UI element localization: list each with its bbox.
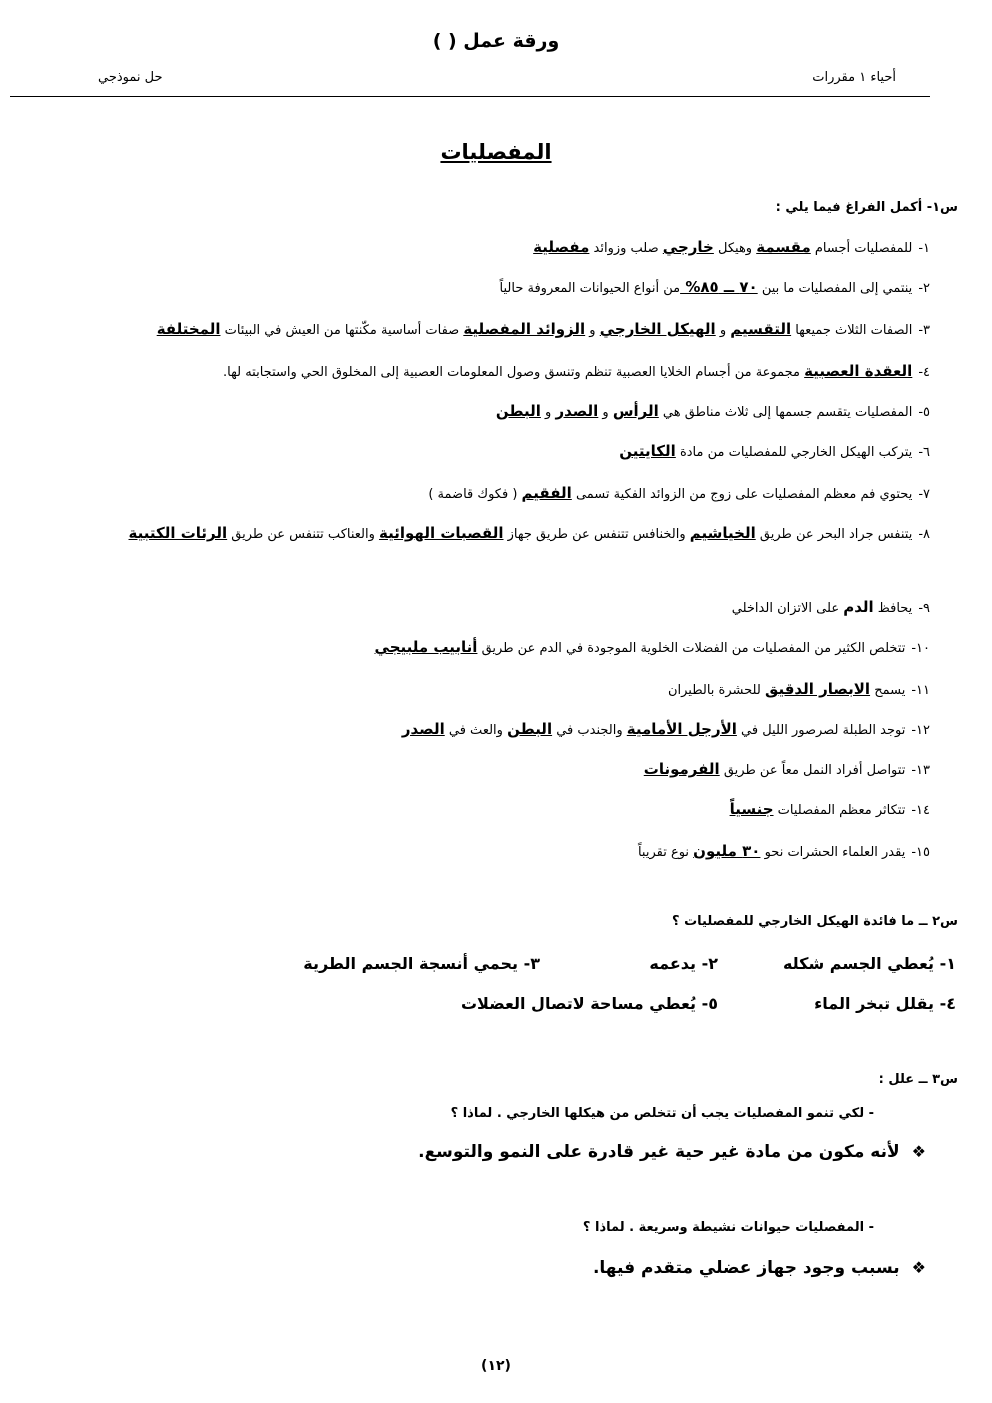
item-text: وهيكل	[713, 241, 757, 256]
answer-text: البطن	[495, 402, 541, 420]
item-text: ينتمي إلى المفصليات ما بين	[757, 281, 913, 296]
item-text: الصفات الثلاث جميعها	[791, 323, 913, 338]
item-number: ٨-	[918, 527, 930, 542]
item-text: من أنواع الحيوانات المعروفة حالياً	[499, 281, 681, 296]
benefit-2: ٢- يدعمه	[649, 954, 718, 973]
answer-text: ٧٠ ــ ٨٥%	[680, 278, 758, 296]
q3-question-2: - المفصليات حيوانات نشيطة وسريعة . لماذا ؟	[582, 1220, 874, 1235]
item-text: و	[540, 405, 556, 420]
answer-text: الزوائد المفصلية	[463, 320, 586, 338]
answer-text: جنسياً	[729, 800, 774, 818]
item-text: والخنافس تتنفس عن طريق جهاز	[503, 527, 690, 542]
item-number: ١-	[918, 241, 930, 256]
answer-text: الخياشيم	[689, 524, 756, 542]
item-number: ١٢-	[911, 723, 930, 738]
item-number: ٥-	[918, 405, 930, 420]
item-text: يحتوي فم معظم المفصليات على زوج من الزوائد الفكية تسمى	[571, 487, 913, 502]
answer-text: الفرمونات	[643, 760, 720, 778]
item-text: ( فكوك قاضمة )	[428, 487, 522, 502]
item-text: يسمح	[870, 683, 906, 698]
q1-heading: س١- أكمل الفراغ فيما يلي :	[775, 200, 958, 215]
answer-text: المختلفة	[156, 320, 221, 338]
item-text: للحشرة بالطيران	[667, 683, 765, 698]
item-number: ١٥-	[911, 845, 930, 860]
q1-item	[732, 594, 930, 622]
item-text: يتنفس جراد البحر عن طريق	[755, 527, 913, 542]
answer-text: الفقيم	[521, 484, 572, 502]
q3-heading: س٣ ــ علل :	[878, 1072, 958, 1087]
item-text: مجموعة من أجسام الخلايا العصبية تنظم وتنسق وصول المعلومات العصبية إلى المخلوق الحي واستجابته لها.	[223, 365, 805, 380]
item-text: صفات أساسية مكّنتها من العيش في البيئات	[220, 323, 464, 338]
item-text: يقدر العلماء الحشرات نحو	[760, 845, 906, 860]
item-text: والعث في	[444, 723, 508, 738]
model-answer-label: حل نموذجي	[98, 70, 163, 85]
item-number: ٣-	[918, 323, 930, 338]
q1-item	[56, 520, 930, 548]
bullet-icon: ❖	[911, 1258, 926, 1277]
answer-text: مقسمة	[756, 238, 811, 256]
q3-question-1: - لكي تنمو المفصليات يجب أن تتخلص من هيكلها الخارجي . لماذا ؟	[450, 1106, 874, 1121]
item-text: تتخلص الكثير من المفصليات من الفضلات الخلوية الموجودة في الدم عن طريق	[477, 641, 906, 656]
benefit-1: ١- يُعطي الجسم شكله	[782, 954, 956, 973]
item-number: ٧-	[918, 487, 930, 502]
item-text: صلب وزوائد	[589, 241, 663, 256]
item-number: ١٤-	[911, 803, 930, 818]
answer-text: أنابيب ملبيجي	[374, 638, 478, 656]
item-number: ١١-	[911, 683, 930, 698]
item-text: يتركب الهيكل الخارجي للمفصليات من مادة	[675, 445, 913, 460]
q1-item	[644, 756, 930, 784]
item-number: ٤-	[918, 365, 930, 380]
item-text: نوع تقريباً	[637, 845, 694, 860]
q2-heading: س٢ ــ ما فائدة الهيكل الخارجي للمفصليات ؟	[672, 914, 958, 929]
answer-text: الابصار الدقيق	[764, 680, 871, 698]
answer-text: الكايتين	[619, 442, 676, 460]
q1-item	[730, 796, 930, 824]
item-text: يحافظ	[873, 601, 913, 616]
q1-item	[157, 316, 930, 344]
bullet-icon: ❖	[911, 1142, 926, 1161]
q1-item	[402, 716, 930, 744]
q1-item	[533, 234, 930, 262]
item-number: ٦-	[918, 445, 930, 460]
q3-answer-1	[418, 1142, 926, 1162]
item-text: على الاتزان الداخلي	[731, 601, 844, 616]
item-text: تتواصل أفراد النمل معاً عن طريق	[719, 763, 906, 778]
answer-text: الرأس	[612, 402, 659, 420]
item-text: والعناكب تتنفس عن طريق	[227, 527, 380, 542]
item-text: توجد الطبلة لصرصور الليل في	[736, 723, 906, 738]
item-text: والجندب في	[552, 723, 627, 738]
item-number: ١٠-	[911, 641, 930, 656]
benefit-4: ٤- يقلل تبخر الماء	[814, 994, 956, 1013]
item-text: و	[715, 323, 731, 338]
item-text: المفصليات يتقسم جسمها إلى ثلاث مناطق هي	[658, 405, 913, 420]
benefit-3: ٣- يحمي أنسجة الجسم الطرية	[303, 954, 540, 973]
q1-item	[496, 398, 930, 426]
q1-item	[619, 438, 930, 466]
item-number: ٢-	[918, 281, 930, 296]
subject-label: أحياء ١ مقررات	[812, 70, 896, 85]
answer-text: الرئات الكتبية	[128, 524, 228, 542]
q1-item	[500, 274, 930, 302]
answer-text: البطن	[507, 720, 553, 738]
answer-text: القصبات الهوائية	[379, 524, 504, 542]
item-text: للمفصليات أجسام	[810, 241, 913, 256]
q1-item	[375, 634, 930, 662]
item-text: و	[585, 323, 600, 338]
answer-text: مفصلية	[533, 238, 590, 256]
answer-text: الأرجل الأمامية	[626, 720, 737, 738]
q3-answer-2	[593, 1258, 926, 1278]
answer-text: ٣٠ مليون	[693, 842, 761, 860]
q1-item	[668, 676, 930, 704]
item-text: تتكاثر معظم المفصليات	[773, 803, 906, 818]
page-title: المفصليات	[440, 140, 552, 164]
q3-answer-1-text: لأنه مكون من مادة غير حية غير قادرة على النمو والتوسع.	[418, 1142, 900, 1162]
q1-item	[223, 358, 930, 386]
answer-text: العقدة العصبية	[804, 362, 913, 380]
answer-text: الصدر	[555, 402, 599, 420]
benefit-5: ٥- يُعطي مساحة لاتصال العضلات	[460, 994, 718, 1013]
item-text: و	[598, 405, 613, 420]
answer-text: التقسيم	[730, 320, 792, 338]
q1-item	[638, 838, 930, 866]
worksheet-title: ورقة عمل ( )	[432, 30, 560, 52]
page-number: (١٢)	[481, 1358, 511, 1374]
header-divider	[10, 96, 930, 97]
q3-answer-2-text: بسبب وجود جهاز عضلي متقدم فيها.	[592, 1258, 900, 1278]
item-number: ٩-	[918, 601, 930, 616]
answer-text: الهيكل الخارجي	[599, 320, 716, 338]
answer-text: الدم	[843, 598, 874, 616]
q1-item	[428, 480, 930, 508]
answer-text: الصدر	[401, 720, 445, 738]
answer-text: خارجي	[662, 238, 714, 256]
item-number: ١٣-	[911, 763, 930, 778]
